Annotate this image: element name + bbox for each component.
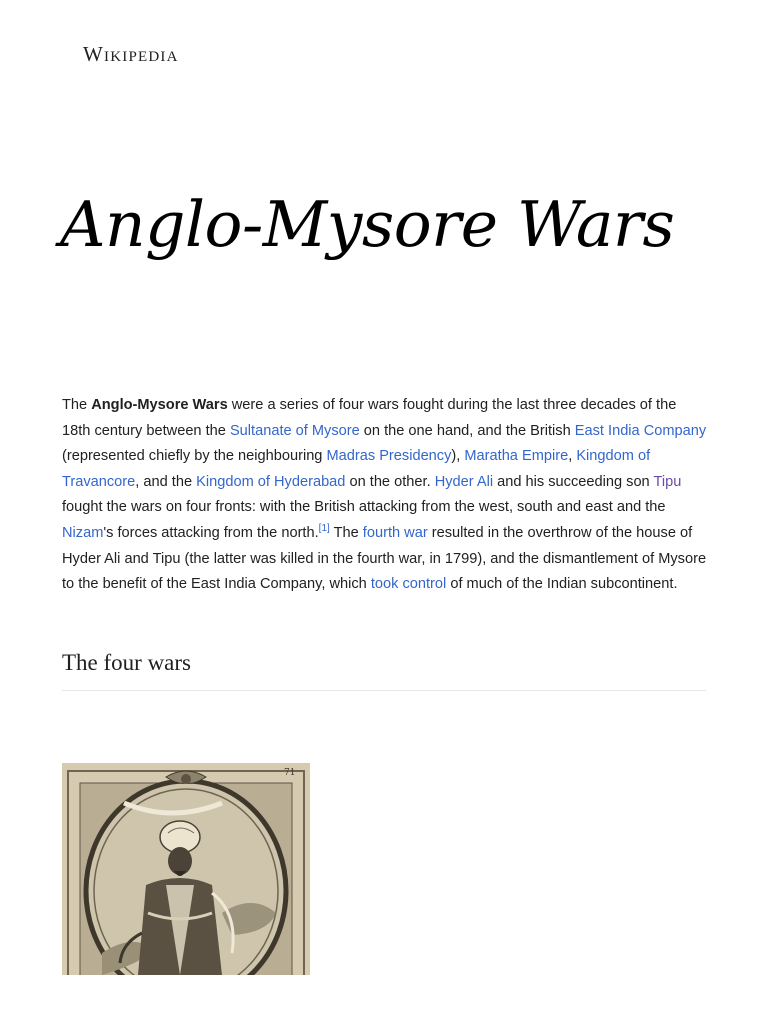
lead-link-kingdom-of-travancore[interactable]: Kingdom of Travancore	[62, 448, 651, 490]
lead-text: 's forces attacking from the north.	[103, 524, 319, 541]
lead-bold-term: Anglo-Mysore Wars	[91, 397, 228, 413]
lead-link-kingdom-of-hyderabad[interactable]: Kingdom of Hyderabad	[196, 473, 346, 490]
lead-link-tipu[interactable]: Tipu	[653, 473, 682, 490]
plate-number: 71	[284, 768, 296, 778]
portrait-engraving-image[interactable]	[62, 763, 310, 975]
citation-superscript	[319, 523, 330, 534]
lead-text: (represented chiefly by the neighbouring	[62, 448, 327, 465]
lead-link-nizam[interactable]: Nizam	[62, 524, 104, 541]
lead-text: on the one hand, and the British	[359, 422, 575, 439]
site-header	[83, 42, 179, 67]
lead-text: resulted in the overthrow of the house of Hyder Ali and Tipu (the latter was killed in the fourth war, in 1799), and the dismantlement of Mysore to the benefit of the East India Company, which	[62, 524, 707, 593]
lead-link-maratha-empire[interactable]: Maratha Empire	[464, 448, 569, 465]
lead-text: ),	[451, 448, 465, 465]
lead-text: fought the wars on four fronts: with the British attacking from the west, south and east and the	[62, 499, 666, 516]
lead-link-took-control[interactable]: took control	[370, 576, 447, 593]
lead-text: , and the	[135, 473, 197, 490]
lead-text: were a series of four wars fought during the last three decades of the 18th century between the	[62, 397, 677, 439]
page-title: Anglo-Mysore Wars	[60, 188, 675, 261]
engraving-illustration	[62, 763, 310, 975]
lead-text: and his succeeding son	[493, 473, 654, 490]
lead-text: ,	[568, 448, 577, 465]
section-heading-four-wars[interactable]: The four wars	[62, 650, 706, 691]
lead-link-east-india-company[interactable]: East India Company	[574, 422, 707, 439]
article-content	[62, 393, 708, 598]
lead-text: The	[62, 397, 92, 413]
lead-link-sultanate-of-mysore[interactable]: Sultanate of Mysore	[229, 422, 360, 439]
lead-link-fourth-war[interactable]: fourth war	[362, 524, 428, 541]
lead-link-madras-presidency[interactable]: Madras Presidency	[326, 448, 452, 465]
wikipedia-wordmark[interactable]: Wikipedia	[83, 42, 179, 66]
lead-link-hyder-ali[interactable]: Hyder Ali	[434, 473, 494, 490]
lead-text: on the other.	[345, 473, 435, 490]
lead-text: of much of the Indian subcontinent.	[446, 576, 678, 593]
lead-text: The	[329, 524, 363, 541]
lead-paragraph	[62, 393, 708, 598]
reference-link[interactable]: [1]	[318, 522, 330, 534]
